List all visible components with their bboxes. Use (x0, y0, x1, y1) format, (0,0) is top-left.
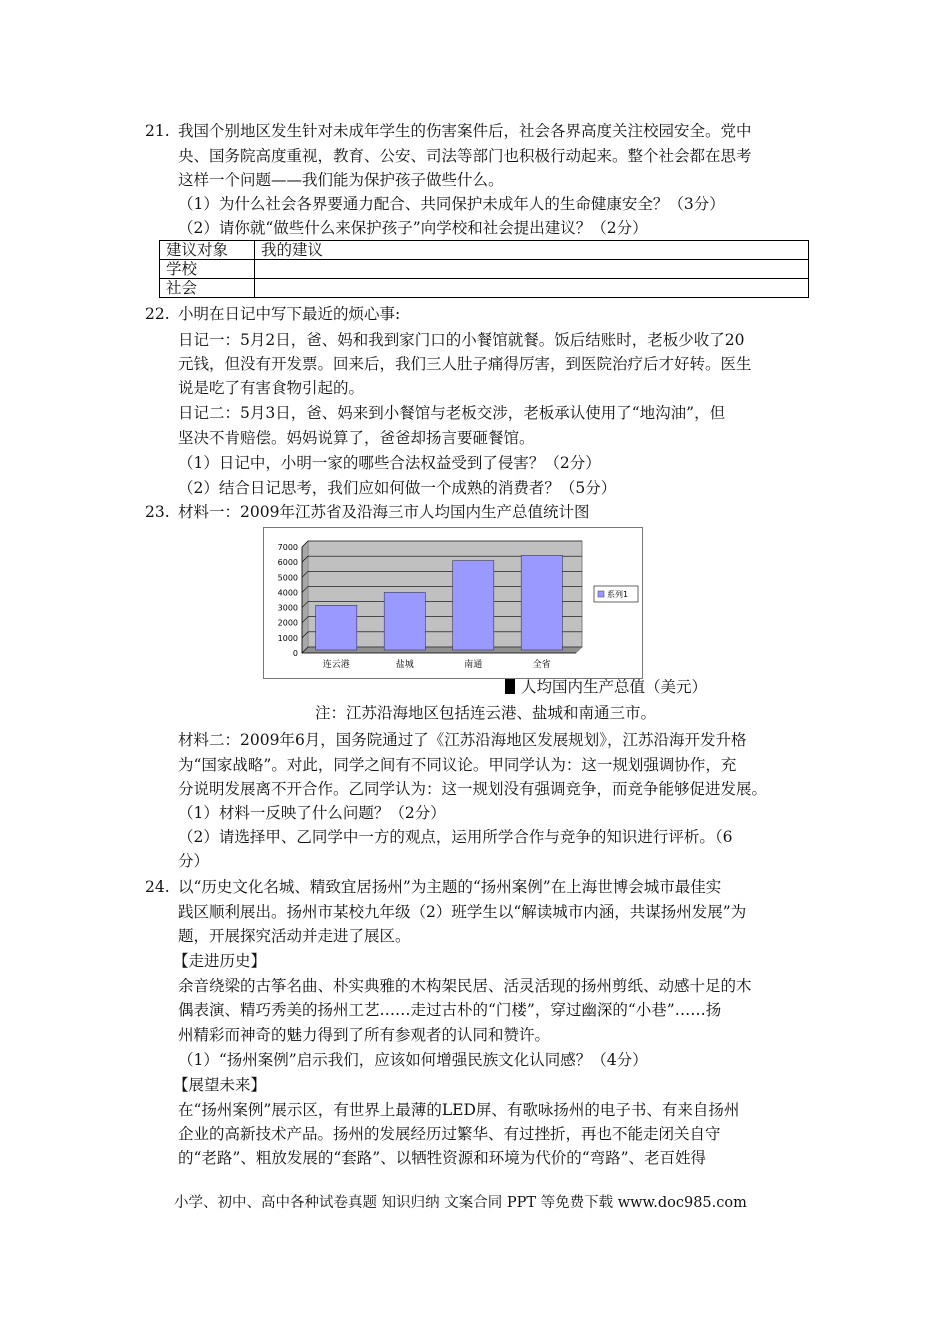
table-header-suggestion: 我的建议 (255, 241, 809, 260)
q24-line-5: 余音绕梁的古筝名曲、朴实典雅的木构架民居、活灵活现的扬州剪纸、动感十足的木 (178, 977, 752, 995)
table-cell-society: 社会 (160, 279, 255, 298)
chart-caption (505, 677, 707, 697)
suggestion-table (159, 240, 809, 298)
q23-subquestion-2: （2）请选择甲、乙同学中一方的观点，运用所学合作与竞争的知识进行评析。（6 (178, 828, 733, 846)
bar-南通 (453, 561, 494, 650)
table-header-target: 建议对象 (160, 241, 255, 260)
q22-subquestion-1: （1）日记中，小明一家的哪些合法权益受到了侵害？（2分） (178, 454, 601, 472)
q24-line-6: 偶表演、精巧秀美的扬州工艺……走过古朴的“门楼”，穿过幽深的“小巷”……扬 (178, 1001, 722, 1019)
bar-盐城 (384, 592, 425, 650)
table-row (160, 279, 809, 298)
question-22-number: 22. (145, 305, 170, 323)
q23-material1-title: 材料一：2009年江苏省及沿海三市人均国内生产总值统计图 (178, 503, 590, 521)
x-tick-label: 连云港 (322, 660, 350, 670)
q21-subquestion-2: （2）请你就“做些什么来保护孩子”向学校和社会提出建议？（2分） (178, 219, 648, 237)
y-tick-label: 2000 (277, 618, 298, 628)
legend-label: 系列1 (607, 590, 629, 599)
table-header-row (160, 241, 809, 260)
q24-line-10: 在“扬州案例”展示区，有世界上最薄的LED屏、有歌咏扬州的电子书、有来自扬州 (178, 1101, 740, 1119)
q23-note: 注：江苏沿海地区包括连云港、盐城和南通三市。 (315, 704, 657, 722)
question-23-number: 23. (145, 503, 170, 521)
q22-diary2-line-1: 日记二：5月3日，爸、妈来到小餐馆与老板交涉，老板承认使用了“地沟油”，但 (178, 404, 726, 422)
q22-subquestion-2: （2）结合日记思考，我们应如何做一个成熟的消费者？（5分） (178, 479, 617, 497)
x-tick-label: 南通 (464, 660, 483, 670)
q24-subquestion-1: （1）“扬州案例”启示我们，应该如何增强民族文化认同感？（4分） (178, 1051, 648, 1069)
q21-line-2: 央、国务院高度重视，教育、公安、司法等部门也积极行动起来。整个社会都在思考 (178, 147, 752, 165)
q22-diary2-line-2: 坚决不肯赔偿。妈妈说算了，爸爸却扬言要砸餐馆。 (178, 429, 535, 447)
y-tick-label: 7000 (277, 543, 298, 552)
page-footer: 小学、初中、高中各种试卷真题 知识归纳 文案合同 PPT 等免费下载 www.doc985.com (174, 1195, 747, 1211)
q22-intro: 小明在日记中写下最近的烦心事: (178, 305, 401, 323)
table-row (160, 260, 809, 279)
y-tick-label: 6000 (277, 558, 298, 568)
q24-line-3: 题，开展探究活动并走进了展区。 (178, 927, 411, 945)
question-24-number: 24. (145, 878, 170, 896)
bar-连云港 (316, 605, 357, 650)
q24-line-1: 以“历史文化名城、精致宜居扬州”为主题的“扬州案例”在上海世博会城市最佳实 (178, 878, 722, 896)
question-21-number: 21. (145, 122, 170, 140)
q24-section-history: 【走进历史】 (173, 952, 267, 970)
legend-swatch (598, 591, 604, 597)
chart-caption-text: 人均国内生产总值（美元） (521, 678, 708, 696)
gdp-chart-frame (263, 527, 643, 679)
q23-subquestion-2-cont: 分） (178, 852, 210, 870)
x-tick-label: 盐城 (395, 660, 414, 670)
y-tick-label: 3000 (277, 603, 298, 613)
q23-subquestion-1: （1）材料一反映了什么问题？（2分） (178, 804, 446, 822)
q22-diary1-line-3: 说是吃了有害食物引起的。 (178, 379, 365, 397)
y-tick-label: 5000 (277, 573, 298, 583)
q23-material2-line-2: 为“国家战略”。对此，同学之间有不同议论。甲同学认为：这一规划强调协作，充 (178, 756, 737, 774)
plot-side-wall (302, 541, 308, 653)
table-cell-school-answer[interactable] (255, 260, 809, 279)
q21-line-1: 我国个别地区发生针对未成年学生的伤害案件后，社会各界高度关注校园安全。党中 (178, 122, 752, 140)
q24-line-11: 企业的高新技术产品。扬州的发展经历过繁华、有过挫折，再也不能走闭关自守 (178, 1125, 721, 1143)
table-cell-society-answer[interactable] (255, 279, 809, 298)
gdp-bar-chart (264, 528, 642, 678)
q21-line-3: 这样一个问题——我们能为保护孩子做些什么。 (178, 171, 504, 189)
y-tick-label: 1000 (277, 633, 298, 643)
q23-material2-line-3: 分说明发展离不开合作。乙同学认为：这一规划没有强调竞争，而竞争能够促进发展。 (178, 780, 768, 798)
y-tick-label: 4000 (277, 588, 298, 598)
bar-全省 (521, 555, 562, 650)
q22-diary1-line-1: 日记一：5月2日，爸、妈和我到家门口的小餐馆就餐。饭后结账时，老板少收了20 (178, 331, 745, 349)
table-cell-school: 学校 (160, 260, 255, 279)
legend-marker-icon (505, 679, 515, 694)
x-tick-label: 全省 (532, 660, 551, 670)
q24-section-future: 【展望未来】 (173, 1076, 267, 1094)
q22-diary1-line-2: 元钱，但没有开发票。回来后，我们三人肚子痛得厉害，到医院治疗后才好转。医生 (178, 355, 752, 373)
q24-line-7: 州精彩而神奇的魅力得到了所有参观者的认同和赞许。 (178, 1026, 551, 1044)
q24-line-12: 的“老路”、粗放发展的“套路”、以牺牲资源和环境为代价的“弯路”、老百姓得 (178, 1149, 707, 1167)
q24-line-2: 践区顺利展出。扬州市某校九年级（2）班学生以“解读城市内涵，共谋扬州发展”为 (178, 903, 747, 921)
q23-material2-line-1: 材料二：2009年6月，国务院通过了《江苏沿海地区发展规划》，江苏沿海开发升格 (178, 731, 747, 749)
q21-subquestion-1: （1）为什么社会各界要通力配合、共同保护未成年人的生命健康安全？（3分） (178, 195, 725, 213)
y-tick-label: 0 (292, 649, 298, 658)
